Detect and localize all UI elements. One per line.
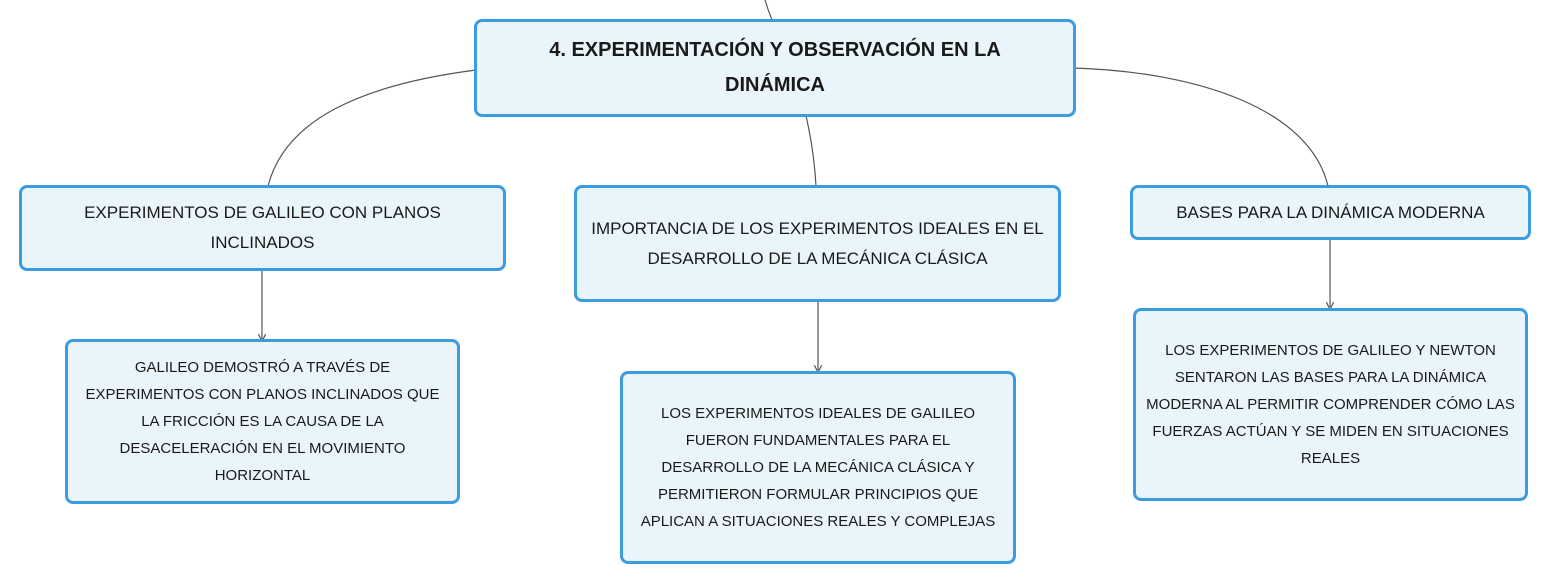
connector-root-branch-1 — [268, 70, 476, 186]
connector-root-branch-2 — [806, 116, 816, 186]
detail-label: GALILEO DEMOSTRÓ A TRAVÉS DE EXPERIMENTOS CON PLANOS INCLINADOS QUE LA FRICCIÓN ES LA CAUSA DE LA DESACELERACIÓN EN EL MOVIMIENTO HORIZONTAL — [85, 359, 440, 484]
connector-root-branch-3 — [1074, 68, 1328, 186]
root-topic[interactable] — [474, 19, 1076, 117]
detail-label: LOS EXPERIMENTOS IDEALES DE GALILEO FUERON FUNDAMENTALES PARA EL DESARROLLO DE LA MECÁNICA CLÁSICA Y PERMITIERON FORMULAR PRINCIPIOS QUE APLICAN A SITUACIONES REALES Y COMPLEJAS — [640, 405, 996, 530]
branch-topic-galileo-planos[interactable] — [19, 185, 506, 271]
detail-label: LOS EXPERIMENTOS DE GALILEO Y NEWTON SENTARON LAS BASES PARA LA DINÁMICA MODERNA AL PERMITIR COMPRENDER CÓMO LAS FUERZAS ACTÚAN Y SE MIDEN EN SITUACIONES REALES — [1146, 342, 1515, 467]
connector-root-parent — [765, 0, 772, 20]
branch-topic-label: IMPORTANCIA DE LOS EXPERIMENTOS IDEALES EN EL DESARROLLO DE LA MECÁNICA CLÁSICA — [591, 218, 1044, 268]
detail-galileo-friccion[interactable] — [65, 339, 460, 504]
root-topic-label: 4. EXPERIMENTACIÓN Y OBSERVACIÓN EN LA DINÁMICA — [549, 39, 1001, 96]
branch-topic-label: EXPERIMENTOS DE GALILEO CON PLANOS INCLINADOS — [84, 203, 441, 252]
branch-topic-bases-dinamica[interactable] — [1130, 185, 1531, 240]
detail-bases-dinamica[interactable] — [1133, 308, 1528, 501]
detail-experimentos-ideales[interactable] — [620, 371, 1016, 564]
branch-topic-experimentos-ideales[interactable] — [574, 185, 1061, 302]
branch-topic-label: BASES PARA LA DINÁMICA MODERNA — [1176, 202, 1485, 222]
